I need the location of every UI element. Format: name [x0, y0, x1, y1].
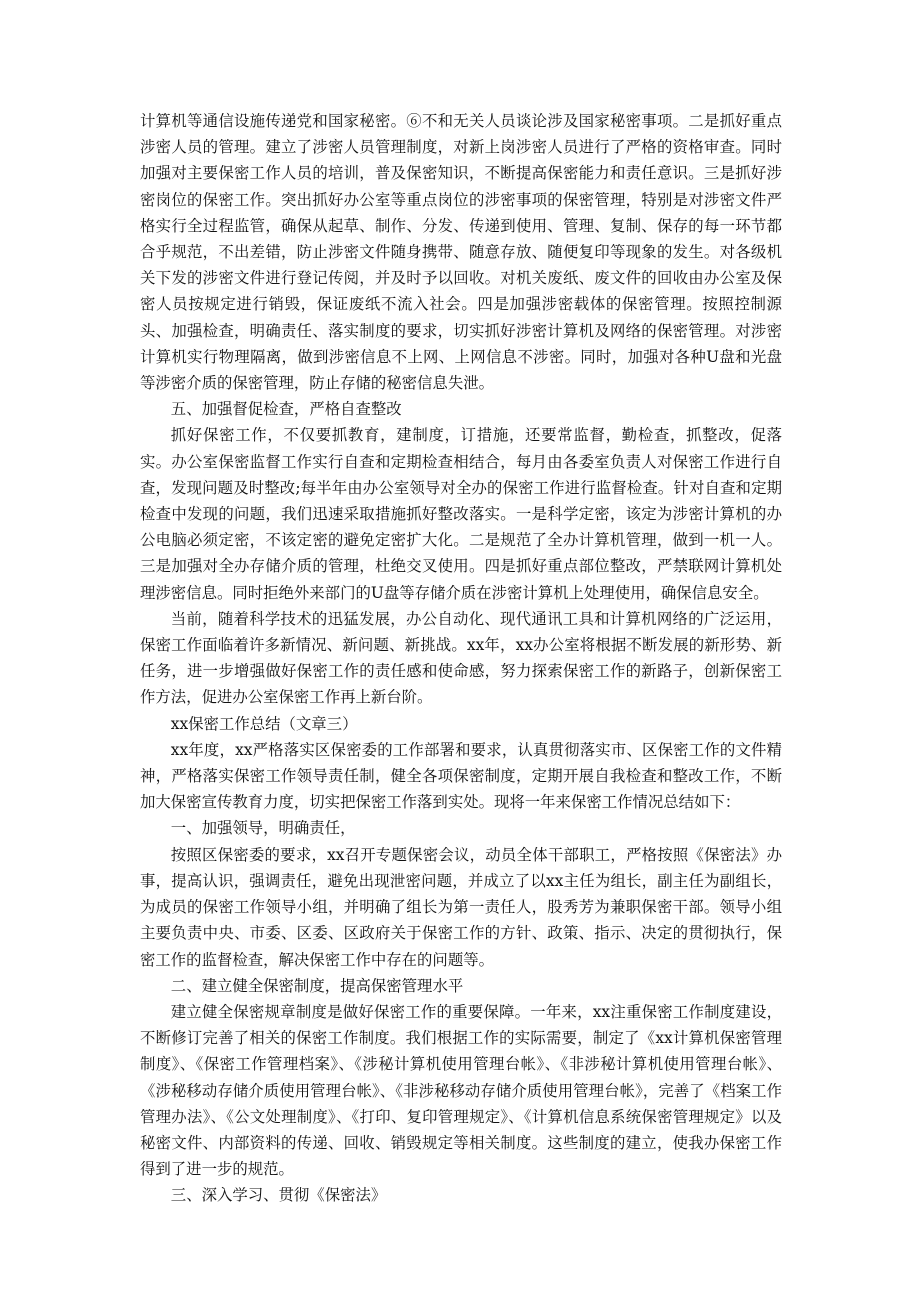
section-heading-2: 二、建立健全保密制度，提高保密管理水平: [170, 976, 464, 995]
paragraph-continuation: 计算机等通信设施传递党和国家秘密。⑥不和无关人员谈论涉及国家秘密事项。二是抓好重点涉密人员的管理。建立了涉密人员管理制度，对新上岗涉密人员进行了严格的资格审查。同时加强对主要保密工作人员的培训，普及保密知识，不断提高保密能力和责任意识。三是抓好涉密岗位的保密工作。突出抓好办公室等重点岗位的涉密事项的保密管理，特别是对涉密文件严格实行全过程监管，确保从起草、制作、分发、传递到使用、管理、复制、保存的每一环节都合乎规范，不出差错，防止涉密文件随身携带、随意存放、随便复印等现象的发生。对各级机关下发的涉密文件进行登记传阅，并及时予以回收。对机关废纸、废文件的回收由办公室及保密人员按规定进行销毁，保证废纸不流入社会。四是加强涉密载体的保密管理。按照控制源头、加强检查，明确责任、落实制度的要求，切实抓好涉密计算机及网络的保密管理。对涉密计算机实行物理隔离，做到涉密信息不上网、上网信息不涉密。同时，加强对各种U盘和光盘等涉密介质的保密管理，防止存储的秘密信息失泄。: [140, 112, 782, 393]
paragraph-intro: xx年度，xx严格落实区保密委的工作部署和要求，认真贯彻落实市、区保密工作的文件精神，严格落实保密工作领导责任制，健全各项保密制度，定期开展自我检查和整改工作，不断加大保密宣传教育力度，切实把保密工作落到实处。现将一年来保密工作情况总结如下：: [140, 740, 782, 812]
paragraph-outlook: 当前，随着科学技术的迅猛发展，办公自动化、现代通讯工具和计算机网络的广泛运用，保密工作面临着许多新情况、新问题、新挑战。xx年，xx办公室将根据不断发展的新形势、新任务，进一步增强做好保密工作的责任感和使命感，努力探索保密工作的新路子，创新保密工作方法，促进办公室保密工作再上新台阶。: [140, 609, 782, 707]
section-heading-3: 三、深入学习、贯彻《保密法》: [170, 1186, 387, 1205]
section-heading-5: 五、加强督促检查，严格自查整改: [170, 400, 402, 419]
paragraph-leadership: 按照区保密委的要求，xx召开专题保密会议，动员全体干部职工，严格按照《保密法》办事，提高认识，强调责任，避免出现泄密问题，并成立了以xx主任为组长，副主任为副组长，为成员的保密工作领导小组，并明确了组长为第一责任人，股秀芳为兼职保密干部。领导小组主要负责中央、市委、区委、区政府关于保密工作的方针、政策、指示、决定的贯彻执行，保密工作的监督检查，解决保密工作中存在的问题等。: [140, 845, 782, 969]
article-title: xx保密工作总结（文章三）: [170, 714, 358, 733]
section-heading-1: 一、加强领导，明确责任，: [170, 819, 356, 838]
paragraph-regulations: 建立健全保密规章制度是做好保密工作的重要保障。一年来，xx注重保密工作制度建设，不断修订完善了相关的保密工作制度。我们根据工作的实际需要，制定了《xx计算机保密管理制度》、《保密工作管理档案》、《涉秘计算机使用管理台帐》、《非涉秘计算机使用管理台帐》、《涉秘移动存储介质使用管理台帐》、《非涉秘移动存储介质使用管理台帐》，完善了《档案工作管理办法》、《公文处理制度》、《打印、复印管理规定》、《计算机信息系统保密管理规定》以及秘密文件、内部资料的传递、回收、销毁规定等相关制度。这些制度的建立，使我办保密工作得到了进一步的规范。: [140, 1002, 782, 1179]
document-page: [140, 108, 782, 1209]
paragraph-supervision: 抓好保密工作，不仅要抓教育，建制度，订措施，还要常监督，勤检查，抓整改，促落实。办公室保密监督工作实行自查和定期检查相结合，每月由各委室负责人对保密工作进行自查，发现问题及时整改;每半年由办公室领导对全办的保密工作进行监督检查。针对自查和定期检查中发现的问题，我们迅速采取措施抓好整改落实。一是科学定密，该定为涉密计算机的办公电脑必须定密，不该定密的避免定密扩大化。二是规范了全办计算机管理，做到一机一人。三是加强对全办存储介质的管理，杜绝交叉使用。四是抓好重点部位整改，严禁联网计算机处理涉密信息。同时拒绝外来部门的U盘等存储介质在涉密计算机上处理使用，确保信息安全。: [140, 426, 782, 602]
